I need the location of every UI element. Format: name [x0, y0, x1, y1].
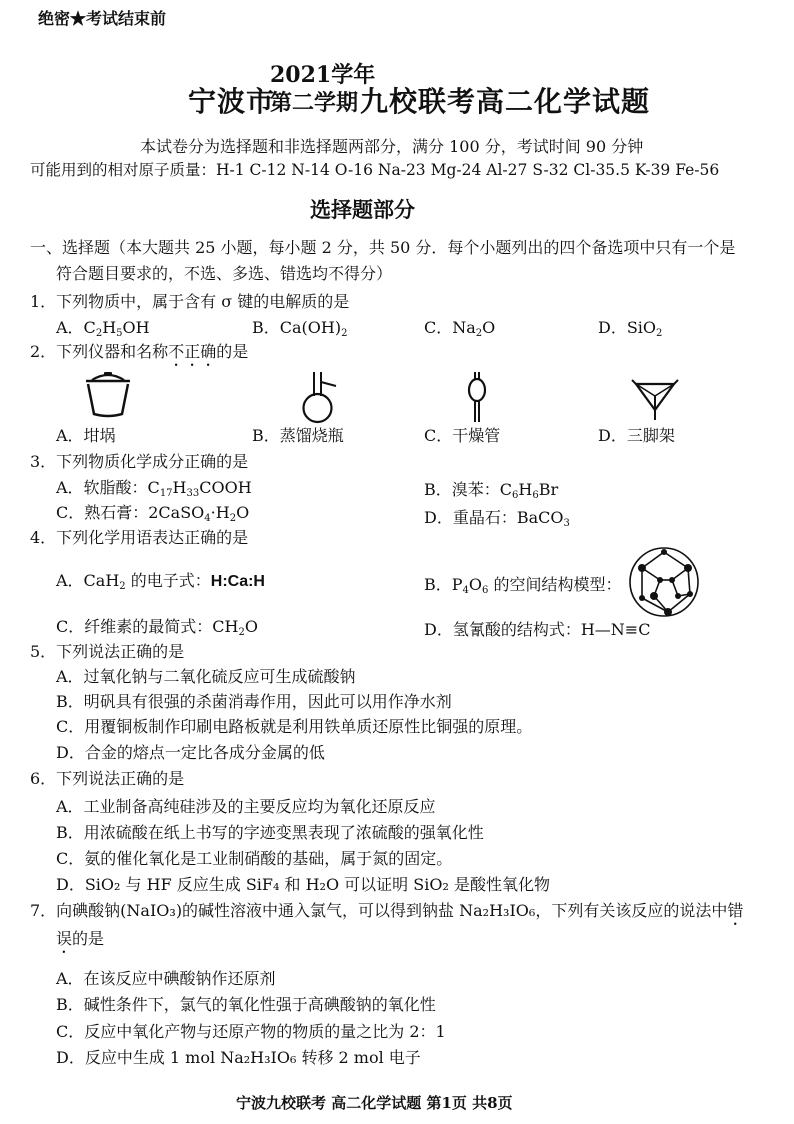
question-2-option-b: B．蒸馏烧瓶 — [252, 426, 344, 445]
question-2-option-c: C．干燥管 — [424, 426, 501, 445]
question-3-option-d: D．重晶石：BaCO$_3$ — [424, 508, 570, 529]
question-2-stem: 2．下列仪器和名称不正确的是 — [30, 342, 249, 361]
section-instruction-line1: 一、选择题（本大题共 25 小题，每小题 2 分，共 50 分．每个小题列出的四个备选项中只有一个是 — [30, 238, 736, 257]
drying-tube-icon — [462, 370, 492, 426]
title-city: 宁波市 — [188, 85, 276, 118]
question-4-option-d: D．氢氰酸的结构式：H—N≡C — [424, 620, 651, 639]
question-7-option-a: A．在该反应中碘酸钠作还原剂 — [56, 969, 276, 988]
question-1-option-d: D．SiO$_2$ — [598, 318, 663, 339]
question-6-stem: 6．下列说法正确的是 — [30, 769, 185, 788]
question-3-option-b: B．溴苯：$C_6H_6Br$ — [424, 480, 559, 501]
distillation-flask-icon — [296, 370, 340, 426]
question-7-stem-line1: 7．向碘酸钠(NaIO₃)的碱性溶液中通入氯气，可以得到钠盐 Na₂H₃IO₆，下列有关该反应的说法中错 — [30, 901, 744, 920]
title-term: 第二学期 — [270, 90, 359, 116]
title-year: 2021学年 — [270, 62, 376, 88]
exam-intro: 本试卷分为选择题和非选择题两部分，满分 100 分，考试时间 90 分钟 — [140, 137, 644, 156]
question-1-option-b: B．$Ca(OH)_2$ — [252, 318, 348, 339]
question-4-option-c: C．纤维素的最简式：$CH_2O$ — [56, 617, 258, 638]
question-1-stem: 1．下列物质中，属于含有 σ 键的电解质的是 — [30, 292, 350, 311]
question-4-option-a: A．CaH$_2$ 的电子式：H:Ca:H — [56, 571, 265, 592]
section-instruction-line2: 符合题目要求的，不选、多选、错选均不得分） — [56, 264, 393, 283]
page-title: 九校联考高二化学试题 — [360, 85, 651, 118]
question-6-option-d: D．SiO₂ 与 HF 反应生成 SiF₄ 和 H₂O 可以证明 SiO₂ 是酸性氧化物 — [56, 875, 550, 894]
confidential-label: 绝密★考试结束前 — [38, 9, 167, 28]
question-2-option-d: D．三脚架 — [598, 426, 675, 445]
question-5-option-c: C．用覆铜板制作印刷电路板就是利用铁单质还原性比铜强的原理。 — [56, 717, 533, 736]
question-3-stem: 3．下列物质化学成分正确的是 — [30, 452, 249, 471]
question-1-option-c: C．$Na_2O$ — [424, 318, 496, 339]
question-6-option-c: C．氨的催化氧化是工业制硝酸的基础，属于氮的固定。 — [56, 849, 453, 868]
question-7-option-c: C．反应中氧化产物与还原产物的物质的量之比为 2：1 — [56, 1022, 446, 1041]
question-5-option-a: A．过氧化钠与二氧化硫反应可生成硫酸钠 — [56, 667, 356, 686]
crucible-icon — [78, 368, 138, 420]
question-3-option-c: C．熟石膏：$2CaSO_4\cdot H_2O$ — [56, 503, 250, 524]
question-2-option-a: A．坩埚 — [56, 426, 116, 445]
page-footer: 宁波九校联考 高二化学试题 第1页 共8页 — [236, 1094, 513, 1112]
question-4-option-b: B．$P_4O_6$ 的空间结构模型： — [424, 575, 622, 596]
question-6-option-b: B．用浓硫酸在纸上书写的字迹变黑表现了浓硫酸的强氧化性 — [56, 823, 484, 842]
question-5-option-b: B．明矾具有很强的杀菌消毒作用，因此可以用作净水剂 — [56, 692, 452, 711]
question-4-stem: 4．下列化学用语表达正确的是 — [30, 528, 249, 547]
question-1-option-a: A．$C_2H_5OH$ — [56, 318, 150, 339]
p4o6-molecule-model-icon — [628, 546, 700, 618]
question-6-option-a: A．工业制备高纯硅涉及的主要反应均为氧化还原反应 — [56, 797, 436, 816]
question-7-option-d: D．反应中生成 1 mol Na₂H₃IO₆ 转移 2 mol 电子 — [56, 1048, 421, 1067]
section-title: 选择题部分 — [310, 197, 415, 222]
question-7-option-b: B．碱性条件下，氯气的氧化性强于高碘酸钠的氧化性 — [56, 995, 436, 1014]
tripod-icon — [630, 378, 680, 424]
question-7-stem-line2: 误的是 — [56, 929, 105, 948]
question-5-stem: 5．下列说法正确的是 — [30, 642, 185, 661]
question-3-option-a: A．软脂酸：$C_{17}H_{33}COOH$ — [56, 478, 252, 499]
question-5-option-d: D．合金的熔点一定比各成分金属的低 — [56, 743, 325, 762]
atomic-masses: 可能用到的相对原子质量：H-1 C-12 N-14 O-16 Na-23 Mg-24 Al-27 S-32 Cl-35.5 K-39 Fe-56 — [30, 161, 720, 179]
